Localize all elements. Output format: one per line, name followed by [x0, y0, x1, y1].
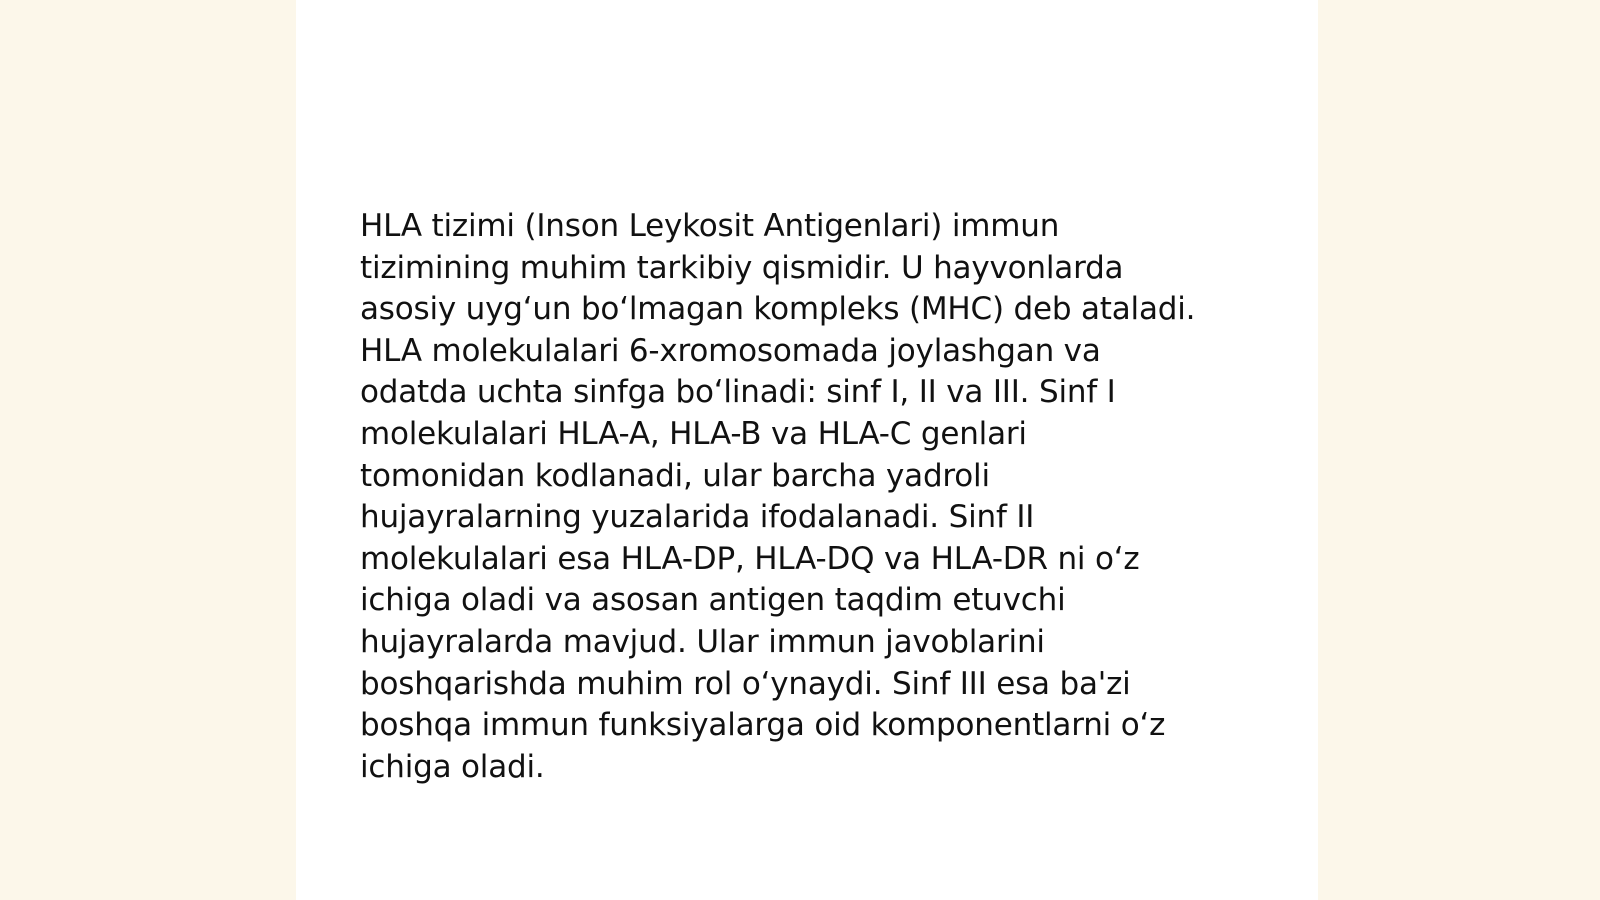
body-paragraph: HLA tizimi (Inson Leykosit Antigenlari) immun tizimining muhim tarkibiy qismidir. U hayvonlarda asosiy uyg‘un bo‘lmagan kompleks (MHC) deb ataladi. HLA molekulalari 6-xromosomada joylashgan va odatda uchta sinfga bo‘linadi: sinf I, II va III. Sinf I molekulalari HLA-A, HLA-B va HLA-C genlari tomonidan kodlanadi, ular barcha yadroli hujayralarning yuzalarida ifodalanadi. Sinf II molekulalari esa HLA-DP, HLA-DQ va HLA-DR ni o‘z ichiga oladi va asosan antigen taqdim etuvchi hujayralarda mavjud. Ular immun javoblarini boshqarishda muhim rol o‘ynaydi. Sinf III esa ba'zi boshqa immun funksiyalarga oid komponentlarni o‘z ichiga oladi.: [360, 208, 1196, 785]
document-page: [296, 0, 1318, 900]
